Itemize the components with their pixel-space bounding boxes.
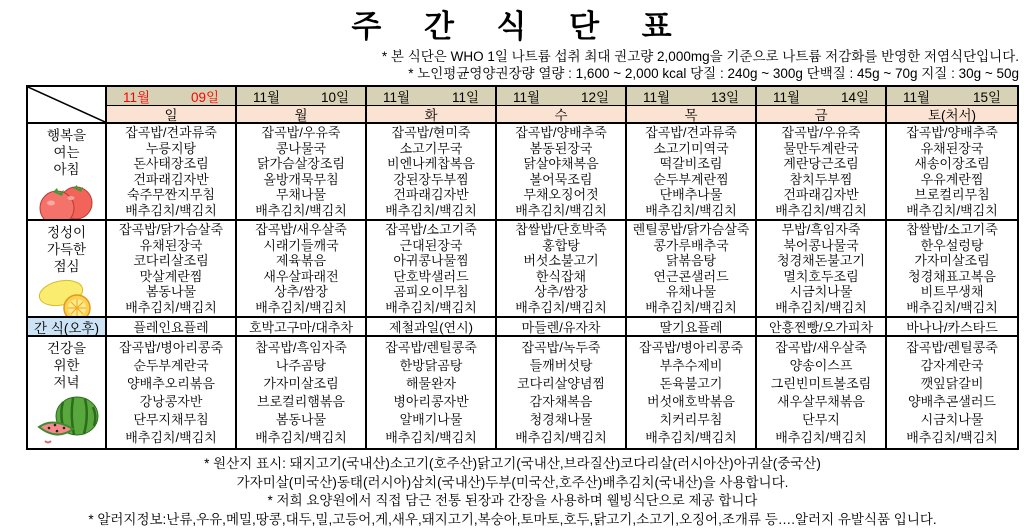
weekday-header-1: 월 [237,106,367,124]
menu-item: 새우살파래전 [263,268,339,284]
origin-note-line1: * 원산지 표시: 돼지고기(국내산)소고기(호주산)닭고기(국내산,브라질산)코다리살(러시아산)아귀살(중국산) [204,456,821,471]
menu-item: 잡곡밥/견과류죽 [125,125,217,141]
menu-item: 순두부계란찜 [653,171,729,187]
snack-row-label: 간 식(오후) [28,318,107,337]
menu-item: 북어콩나물국 [783,237,859,253]
menu-item: 버섯소불고기 [523,253,599,269]
menu-item: 봄동나물 [145,284,197,300]
menu-item: 무밥/흑임자죽 [781,222,861,238]
menu-item: 건파래김자반 [783,187,859,203]
corner-cell [28,87,107,124]
watermelon-icon [33,394,101,448]
menu-item: 아귀콩나물찜 [393,253,469,269]
lunch-menu-cell-1 [237,221,367,318]
breakfast-label-line: 아침 [53,162,80,177]
menu-item: 떡갈비조림 [659,156,723,172]
menu-item: 잡곡밥/새우살죽 [775,339,867,355]
menu-item: 닭가슴살장조림 [257,156,345,172]
menu-item: 잡곡밥/양배추죽 [515,125,607,141]
menu-item: 닭볶음탕 [665,253,717,269]
date-day: 10일 [320,90,349,105]
dinner-label-line: 저녁 [53,375,80,390]
menu-item: 한우설렁탕 [920,237,984,253]
dinner-menu-cell-3 [497,337,627,448]
menu-item: 코다리살조림 [133,253,209,269]
lunch-row-label [28,221,107,318]
snack-menu-cell-4: 딸기요플레 [627,318,757,337]
menu-item: 물만두계란국 [783,140,859,156]
menu-item: 새송이장조림 [914,156,990,172]
menu-item: 들깨버섯탕 [529,357,593,373]
menu-item: 버섯애호박볶음 [647,394,735,410]
menu-item: 곰피오이무침 [393,284,469,300]
menu-item: 잡곡밥/렌틸콩죽 [385,339,477,355]
menu-item: 배추김치/백김치 [255,202,347,218]
menu-item: 소고기무국 [399,140,463,156]
menu-item: 봄동된장국 [529,140,593,156]
date-day: 14일 [840,90,869,105]
date-header-4 [627,87,757,106]
date-month: 11월 [383,90,411,105]
menu-item: 근대된장국 [399,237,463,253]
menu-item: 유채나물 [665,284,717,300]
dinner-menu-cell-6 [887,337,1017,448]
menu-item: 유채된장국 [920,140,984,156]
page-title: 주 간 식 단 표 [351,9,674,44]
menu-item: 건파래김자반 [393,187,469,203]
menu-item: 배추김치/백김치 [515,430,607,446]
date-day: 13일 [710,90,739,105]
menu-table [26,85,1019,450]
menu-item: 잡곡밥/우유죽 [781,125,861,141]
menu-item: 콩가루배추국 [653,237,729,253]
menu-item: 참치두부찜 [789,171,853,187]
menu-item: 브로컬리무침 [914,187,990,203]
menu-item: 나주곰탕 [275,357,327,373]
menu-item: 잡곡밥/양배추죽 [906,125,998,141]
dinner-label-line: 건강을 [46,341,87,356]
allergy-note: * 알러지정보:난류,우유,메밀,땅콩,대두,밀,고등어,게,새우,돼지고기,복숭아,토마토,호두,닭고기,소고기,오징어,조개류 등….알러지 유발식품 입니다. [88,511,937,527]
menu-item: 단호박샐러드 [393,268,469,284]
snack-menu-cell-0: 플레인요플레 [107,318,237,337]
date-header-5 [757,87,887,106]
menu-item: 우유계란찜 [920,171,984,187]
date-month: 11월 [903,90,931,105]
menu-item: 강된장두부찜 [393,171,469,187]
snack-menu-cell-5: 안흥찐빵/오가피차 [757,318,887,337]
menu-item: 시금치나물 [920,412,984,428]
menu-item: 찹곡밥/흑임자죽 [255,339,347,355]
lunch-menu-cell-6 [887,221,1017,318]
menu-item: 새우살무채볶음 [777,394,865,410]
menu-item: 배추김치/백김치 [255,299,347,315]
weekday-header-2: 화 [367,106,497,124]
menu-item: 숙주무짠지무침 [127,187,215,203]
menu-item: 부추수제비 [659,357,723,373]
menu-item: 배추김치/백김치 [775,430,867,446]
menu-item: 시금치나물 [789,284,853,300]
menu-item: 볼어묵조림 [529,171,593,187]
menu-item: 제육볶음 [275,253,327,269]
menu-item: 잡곡밥/병아리콩죽 [118,339,224,355]
menu-item: 양송이스프 [789,357,853,373]
menu-item: 봄동나물 [275,412,327,428]
menu-item: 잡곡밥/우유죽 [261,125,341,141]
menu-item: 잡곡밥/소고기죽 [385,222,477,238]
breakfast-menu-cell-0 [107,124,237,221]
menu-item: 올방개묵무침 [263,171,339,187]
top-notes [0,48,1025,82]
menu-item: 해물완자 [405,375,457,391]
menu-item: 배추김치/백김치 [515,299,607,315]
menu-item: 멸치호두조림 [783,268,859,284]
snack-menu-cell-6: 바나나/카스타드 [887,318,1017,337]
menu-item: 배추김치/백김치 [906,430,998,446]
menu-item: 한방닭곰탕 [399,357,463,373]
breakfast-menu-cell-5 [757,124,887,221]
menu-item: 배추김치/백김치 [645,430,737,446]
menu-item: 잡곡밥/현미죽 [391,125,471,141]
menu-item: 돈사태장조림 [133,156,209,172]
menu-item: 배추김치/백김치 [385,430,477,446]
date-month: 11월 [513,90,541,105]
tomato-icon [36,181,98,221]
menu-item: 청경채나물 [529,412,593,428]
breakfast-menu-cell-1 [237,124,367,221]
menu-item: 깻잎닭갈비 [920,375,984,391]
date-day: 11일 [451,90,479,105]
menu-item: 배추김치/백김치 [775,299,867,315]
menu-item: 잡곡밥/병아리콩죽 [638,339,744,355]
menu-item: 비트무생채 [920,284,984,300]
menu-item: 단배추나물 [659,187,723,203]
menu-item: 무채나물 [275,187,327,203]
menu-item: 잡곡밥/렌틸콩죽 [906,339,998,355]
menu-item: 배추김치/백김치 [385,299,477,315]
menu-item: 배추김치/백김치 [645,299,737,315]
lunch-menu-cell-5 [757,221,887,318]
date-month: 11월 [773,90,801,105]
lunch-label-line: 점심 [53,259,80,274]
menu-item: 청경채돈불고기 [777,253,865,269]
menu-item: 배추김치/백김치 [125,299,217,315]
menu-item: 그린빈미트볼조림 [770,375,872,391]
lemon-icon [35,278,99,318]
menu-item: 알배기나물 [399,412,463,428]
lunch-menu-cell-0 [107,221,237,318]
menu-item: 건파래김자반 [133,171,209,187]
date-header-6 [887,87,1017,106]
menu-item: 배추김치/백김치 [125,430,217,446]
menu-item: 감자채복음 [529,394,593,410]
menu-item: 배추김치/백김치 [906,202,998,218]
menu-item: 배추김치/백김치 [775,202,867,218]
menu-item: 단무지 [802,412,840,428]
menu-item: 잡곡밥/새우살죽 [255,222,347,238]
menu-item: 가자미살조림 [263,375,339,391]
snack-menu-cell-3: 마들렌/유자차 [497,318,627,337]
menu-item: 강낭콩자반 [139,394,203,410]
dinner-label-line: 위한 [53,358,80,373]
menu-item: 비엔나케찹복음 [387,156,475,172]
menu-item: 유채된장국 [139,237,203,253]
date-header-2 [367,87,497,106]
date-day: 12일 [580,90,609,105]
date-month: 11월 [123,90,151,105]
lunch-menu-cell-2 [367,221,497,318]
weekday-header-6: 토(처서) [887,106,1017,124]
dinner-menu-cell-2 [367,337,497,448]
snack-menu-cell-2: 제철과일(연시) [367,318,497,337]
breakfast-menu-cell-3 [497,124,627,221]
menu-item: 찹쌀밥/소고기죽 [906,222,998,238]
menu-item: 무채오징어젓 [523,187,599,203]
menu-item: 양배추콘샐러드 [908,394,996,410]
lunch-menu-cell-4 [627,221,757,318]
menu-item: 가자미살조림 [914,253,990,269]
menu-item: 계란당근조림 [783,156,859,172]
breakfast-menu-cell-6 [887,124,1017,221]
dinner-menu-cell-1 [237,337,367,448]
menu-item: 잡곡밥/닭가슴살죽 [118,222,224,238]
menu-item: 홍합탕 [542,237,580,253]
menu-item: 감자계란국 [920,357,984,373]
menu-item: 청경채표고복음 [908,268,996,284]
date-month: 11월 [253,90,281,105]
menu-item: 상추/쌈장 [274,284,328,300]
origin-note-line2: 가자미살(미국산)동태(러시아)삼치(국내산)두부(미국산,호주산)배추김치(국내산)을 사용합니다. [236,474,789,490]
menu-item: 한식잡채 [535,268,587,284]
menu-item: 브로컬리햄볶음 [257,394,345,410]
date-day: 15일 [972,90,1001,105]
breakfast-menu-cell-2 [367,124,497,221]
menu-item: 코다리살양념찜 [517,375,605,391]
dinner-menu-cell-5 [757,337,887,448]
dinner-menu-cell-0 [107,337,237,448]
menu-item: 배추김치/백김치 [906,299,998,315]
date-month: 11월 [643,90,671,105]
menu-item: 시래기들깨국 [263,237,339,253]
menu-item: 병아리콩자반 [393,394,469,410]
breakfast-label-line: 행복을 [46,128,87,143]
menu-item: 배추김치/백김치 [515,202,607,218]
snack-menu-cell-1: 호박고구마/대추차 [237,318,367,337]
menu-item: 돈육불고기 [659,375,723,391]
menu-item: 배추김치/백김치 [125,202,217,218]
menu-item: 상추/쌈장 [534,284,588,300]
wellbeing-note: * 저희 요양원에서 직접 담근 전통 된장과 간장을 사용하며 웰빙식단으로 제공 합니다 [267,493,758,508]
lunch-label-line: 정성이 [46,225,87,240]
menu-item: 콩나물국 [275,140,327,156]
menu-item: 찹쌀밥/단호박죽 [515,222,607,238]
date-day: 09일 [190,90,219,105]
menu-item: 배추김치/백김치 [385,202,477,218]
menu-item: 렌틸콩밥/닭가슴살죽 [632,222,750,238]
lunch-label-line: 가득한 [46,242,87,257]
weekday-header-4: 목 [627,106,757,124]
menu-item: 배추김치/백김치 [255,430,347,446]
weekday-header-5: 금 [757,106,887,124]
diagonal-line-icon [28,87,105,122]
menu-item: 잡곡밥/견과류죽 [645,125,737,141]
breakfast-menu-cell-4 [627,124,757,221]
menu-item: 배추김치/백김치 [645,202,737,218]
lunch-menu-cell-3 [497,221,627,318]
menu-item: 순두부계란국 [133,357,209,373]
menu-item: 단무지채무침 [133,412,209,428]
menu-item: 누릉지탕 [145,140,197,156]
date-header-0 [107,87,237,106]
nutrition-note: * 노인평균영양권장량 열량 : 1,600 ~ 2,000 kcal 당질 : 240g ~ 300g 단백질 : 45g ~ 70g 지질 : 30g ~ 50g [408,66,1019,81]
sodium-note: * 본 식단은 WHO 1일 나트륨 섭취 최대 권고량 2,000mg을 기준으로 나트륨 저감화를 반영한 저염식단입니다. [381,49,1019,64]
dinner-row-label [28,337,107,448]
dinner-menu-cell-4 [627,337,757,448]
menu-item: 치커리무침 [659,412,723,428]
menu-item: 맛살계란찜 [139,268,203,284]
menu-item: 잡곡밥/녹두죽 [521,339,601,355]
date-header-1 [237,87,367,106]
breakfast-label-line: 여는 [53,145,80,160]
menu-item: 소고기미역국 [653,140,729,156]
weekday-header-0: 일 [107,106,237,124]
breakfast-row-label [28,124,107,221]
weekday-header-3: 수 [497,106,627,124]
menu-item: 연근콘샐러드 [653,268,729,284]
bottom-notes [0,455,1025,528]
menu-item: 양배추오리볶음 [127,375,215,391]
menu-item: 닭살야채복음 [523,156,599,172]
date-header-3 [497,87,627,106]
